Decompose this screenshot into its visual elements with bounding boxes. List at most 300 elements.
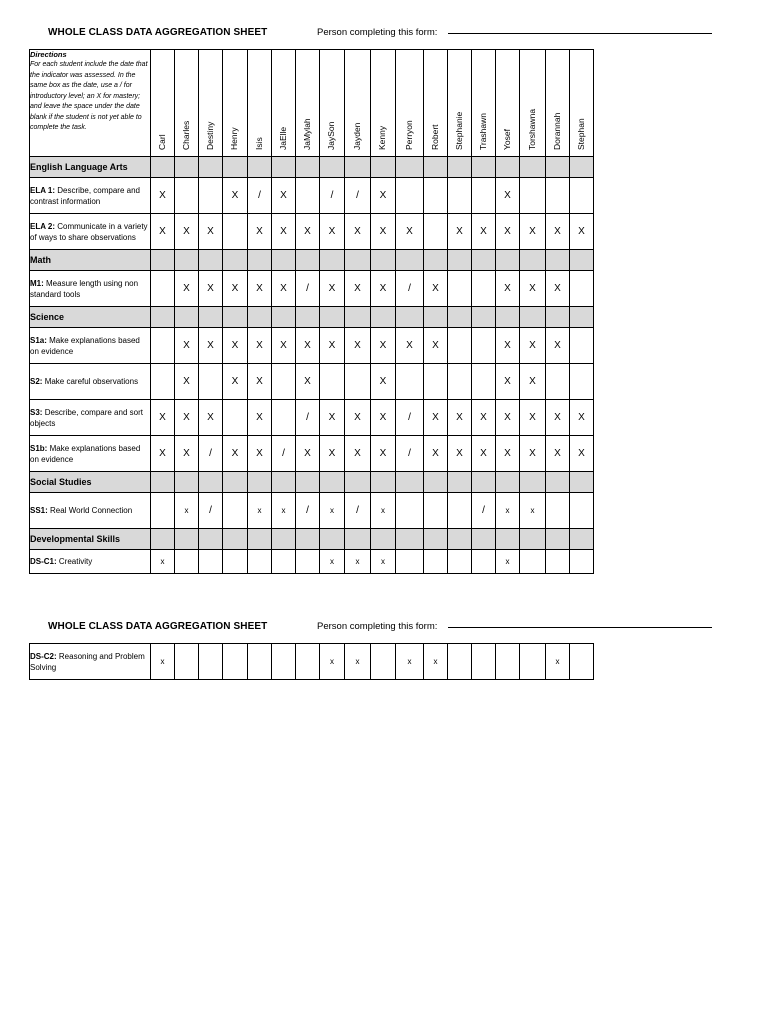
mark-cell[interactable]: X: [345, 436, 371, 472]
mark-cell[interactable]: X: [175, 364, 199, 400]
student-header: [424, 50, 448, 157]
section-cell: [496, 250, 520, 271]
mark-cell[interactable]: X: [345, 214, 371, 250]
indicator-label: [30, 364, 151, 400]
mark-cell[interactable]: x: [320, 644, 345, 680]
student-name: Jayden: [351, 122, 362, 150]
indicator-label: [30, 644, 151, 680]
indicator-text: Describe, compare and sort objects: [30, 407, 143, 428]
mark-cell[interactable]: [448, 364, 472, 400]
section-cell: [424, 529, 448, 550]
mark-cell[interactable]: X: [546, 400, 570, 436]
person-completing-label: Person completing this form:: [317, 621, 438, 632]
mark-cell[interactable]: [175, 550, 199, 574]
mark-cell[interactable]: [448, 550, 472, 574]
mark-cell[interactable]: [570, 493, 594, 529]
mark-cell[interactable]: X: [371, 271, 396, 307]
section-cell: [424, 157, 448, 178]
section-cell: [371, 307, 396, 328]
mark-cell[interactable]: X: [520, 328, 546, 364]
mark-cell[interactable]: X: [371, 178, 396, 214]
mark-cell[interactable]: [546, 178, 570, 214]
indicator-row: [30, 178, 594, 214]
mark-cell[interactable]: [223, 550, 248, 574]
indicator-code: M1:: [30, 278, 44, 288]
mark-cell[interactable]: X: [199, 400, 223, 436]
mark-cell[interactable]: [272, 644, 296, 680]
section-cell: [320, 472, 345, 493]
mark-cell[interactable]: x: [248, 493, 272, 529]
person-completing-line[interactable]: [448, 33, 712, 34]
mark-cell[interactable]: X: [520, 436, 546, 472]
section-cell: [396, 250, 424, 271]
student-name: Trashawn: [477, 112, 488, 150]
indicator-label: [30, 400, 151, 436]
section-cell: [248, 529, 272, 550]
mark-cell[interactable]: X: [424, 328, 448, 364]
student-name: Stephanie: [453, 111, 464, 150]
mark-cell[interactable]: x: [175, 493, 199, 529]
mark-cell[interactable]: X: [345, 328, 371, 364]
mark-cell[interactable]: X: [223, 364, 248, 400]
mark-cell[interactable]: X: [520, 214, 546, 250]
section-cell: [223, 307, 248, 328]
mark-cell[interactable]: [424, 178, 448, 214]
indicator-label: [30, 550, 151, 574]
mark-cell[interactable]: x: [520, 493, 546, 529]
mark-cell[interactable]: X: [424, 400, 448, 436]
mark-cell[interactable]: X: [371, 214, 396, 250]
section-cell: [345, 472, 371, 493]
mark-cell[interactable]: [396, 178, 424, 214]
student-header: [223, 50, 248, 157]
mark-cell[interactable]: [570, 550, 594, 574]
mark-cell[interactable]: [570, 364, 594, 400]
mark-cell[interactable]: [472, 364, 496, 400]
section-cell: [199, 529, 223, 550]
indicator-code: S1b:: [30, 443, 48, 453]
section-cell: [320, 307, 345, 328]
section-cell: [496, 307, 520, 328]
mark-cell[interactable]: X: [151, 214, 175, 250]
mark-cell[interactable]: [396, 550, 424, 574]
section-row: [30, 307, 594, 328]
section-cell: [472, 307, 496, 328]
section-cell: [248, 307, 272, 328]
mark-cell[interactable]: [151, 493, 175, 529]
mark-cell[interactable]: X: [320, 214, 345, 250]
mark-cell[interactable]: /: [345, 178, 371, 214]
student-header: [546, 50, 570, 157]
mark-cell[interactable]: x: [272, 493, 296, 529]
student-name: Yosef: [501, 129, 512, 150]
mark-cell[interactable]: X: [520, 364, 546, 400]
section-cell: [371, 529, 396, 550]
mark-cell[interactable]: X: [151, 178, 175, 214]
mark-cell[interactable]: [371, 644, 396, 680]
section-cell: [272, 529, 296, 550]
mark-cell[interactable]: X: [371, 400, 396, 436]
section-cell: [296, 157, 320, 178]
indicator-row: [30, 328, 594, 364]
indicator-row: [30, 271, 594, 307]
mark-cell[interactable]: x: [496, 493, 520, 529]
mark-cell[interactable]: [272, 550, 296, 574]
indicator-row: [30, 214, 594, 250]
indicator-label: [30, 214, 151, 250]
mark-cell[interactable]: /: [296, 400, 320, 436]
mark-cell[interactable]: X: [199, 328, 223, 364]
section-cell: [570, 250, 594, 271]
mark-cell[interactable]: [223, 493, 248, 529]
mark-cell[interactable]: [151, 364, 175, 400]
mark-cell[interactable]: [151, 328, 175, 364]
mark-cell[interactable]: X: [296, 364, 320, 400]
section-cell: [472, 250, 496, 271]
mark-cell[interactable]: [520, 644, 546, 680]
mark-cell[interactable]: X: [496, 178, 520, 214]
student-header: [472, 50, 496, 157]
section-cell: [472, 529, 496, 550]
mark-cell[interactable]: [472, 644, 496, 680]
section-cell: [371, 472, 396, 493]
mark-cell[interactable]: [520, 550, 546, 574]
mark-cell[interactable]: X: [151, 400, 175, 436]
indicator-text: Measure length using non standard tools: [30, 278, 139, 299]
mark-cell[interactable]: [296, 550, 320, 574]
mark-cell[interactable]: [345, 364, 371, 400]
sheet-header: [48, 27, 712, 43]
mark-cell[interactable]: x: [151, 644, 175, 680]
mark-cell[interactable]: [424, 550, 448, 574]
mark-cell[interactable]: [448, 178, 472, 214]
section-cell: [320, 157, 345, 178]
indicator-code: DS-C2:: [30, 651, 57, 661]
mark-cell[interactable]: X: [424, 436, 448, 472]
mark-cell[interactable]: [199, 644, 223, 680]
mark-cell[interactable]: x: [496, 550, 520, 574]
mark-cell[interactable]: x: [546, 644, 570, 680]
section-cell: [496, 472, 520, 493]
mark-cell[interactable]: /: [345, 493, 371, 529]
mark-cell[interactable]: X: [371, 328, 396, 364]
mark-cell[interactable]: [424, 493, 448, 529]
mark-cell[interactable]: X: [199, 271, 223, 307]
mark-cell[interactable]: X: [472, 214, 496, 250]
mark-cell[interactable]: [448, 328, 472, 364]
student-header: [520, 50, 546, 157]
mark-cell[interactable]: X: [175, 436, 199, 472]
mark-cell[interactable]: x: [371, 550, 396, 574]
mark-cell[interactable]: X: [223, 436, 248, 472]
student-name: Dorannah: [551, 112, 562, 150]
mark-cell[interactable]: X: [496, 271, 520, 307]
mark-cell[interactable]: X: [248, 436, 272, 472]
mark-cell[interactable]: [546, 493, 570, 529]
section-cell: [272, 307, 296, 328]
mark-cell[interactable]: [223, 214, 248, 250]
student-name: Stephan: [575, 118, 586, 150]
mark-cell[interactable]: [199, 550, 223, 574]
mark-cell[interactable]: X: [272, 328, 296, 364]
section-cell: [199, 250, 223, 271]
mark-cell[interactable]: [296, 178, 320, 214]
section-cell: [496, 157, 520, 178]
indicator-code: DS-C1:: [30, 557, 57, 566]
mark-cell[interactable]: X: [546, 214, 570, 250]
student-header: [396, 50, 424, 157]
mark-cell[interactable]: X: [248, 364, 272, 400]
mark-cell[interactable]: /: [396, 271, 424, 307]
section-cell: [223, 529, 248, 550]
mark-cell[interactable]: X: [448, 214, 472, 250]
mark-cell[interactable]: /: [272, 436, 296, 472]
mark-cell[interactable]: /: [396, 436, 424, 472]
section-cell: [296, 250, 320, 271]
mark-cell[interactable]: [570, 271, 594, 307]
mark-cell[interactable]: [175, 644, 199, 680]
mark-cell[interactable]: X: [546, 328, 570, 364]
section-cell: [546, 529, 570, 550]
mark-cell[interactable]: [520, 178, 546, 214]
mark-cell[interactable]: [272, 364, 296, 400]
mark-cell[interactable]: X: [320, 400, 345, 436]
mark-cell[interactable]: X: [472, 436, 496, 472]
mark-cell[interactable]: [472, 271, 496, 307]
indicator-code: S3:: [30, 407, 43, 417]
section-cell: [248, 157, 272, 178]
person-completing-label: Person completing this form:: [317, 27, 438, 38]
mark-cell[interactable]: X: [570, 400, 594, 436]
mark-cell[interactable]: X: [448, 400, 472, 436]
mark-cell[interactable]: [448, 644, 472, 680]
student-header: [496, 50, 520, 157]
mark-cell[interactable]: X: [175, 214, 199, 250]
mark-cell[interactable]: [448, 271, 472, 307]
mark-cell[interactable]: [448, 493, 472, 529]
indicator-code: ELA 1:: [30, 185, 56, 195]
mark-cell[interactable]: X: [570, 214, 594, 250]
mark-cell[interactable]: X: [248, 271, 272, 307]
section-cell: [396, 307, 424, 328]
mark-cell[interactable]: X: [248, 328, 272, 364]
mark-cell[interactable]: X: [320, 271, 345, 307]
mark-cell[interactable]: [223, 400, 248, 436]
mark-cell[interactable]: X: [223, 328, 248, 364]
mark-cell[interactable]: x: [151, 550, 175, 574]
mark-cell[interactable]: X: [496, 328, 520, 364]
indicator-text: Creativity: [58, 557, 93, 566]
student-name: JaMylah: [301, 118, 312, 150]
student-name: Isis: [253, 137, 264, 150]
mark-cell[interactable]: X: [175, 328, 199, 364]
indicator-code: ELA 2:: [30, 221, 56, 231]
section-cell: [424, 472, 448, 493]
section-cell: [448, 250, 472, 271]
mark-cell[interactable]: [272, 400, 296, 436]
section-cell: [175, 529, 199, 550]
mark-cell[interactable]: /: [296, 493, 320, 529]
section-cell: [496, 529, 520, 550]
mark-cell[interactable]: [396, 364, 424, 400]
mark-cell[interactable]: X: [345, 271, 371, 307]
mark-cell[interactable]: X: [296, 328, 320, 364]
section-cell: [151, 472, 175, 493]
mark-cell[interactable]: x: [320, 493, 345, 529]
mark-cell[interactable]: [199, 364, 223, 400]
mark-cell[interactable]: x: [396, 644, 424, 680]
mark-cell[interactable]: X: [496, 400, 520, 436]
mark-cell[interactable]: /: [396, 400, 424, 436]
student-header: [345, 50, 371, 157]
indicator-code: S1a:: [30, 335, 47, 345]
section-cell: [570, 529, 594, 550]
indicator-code: S2:: [30, 377, 43, 386]
student-header: [570, 50, 594, 157]
mark-cell[interactable]: X: [175, 400, 199, 436]
mark-cell[interactable]: X: [248, 400, 272, 436]
mark-cell[interactable]: X: [424, 271, 448, 307]
section-label: English Language Arts: [30, 157, 151, 178]
mark-cell[interactable]: x: [320, 550, 345, 574]
mark-cell[interactable]: [296, 644, 320, 680]
mark-cell[interactable]: [546, 550, 570, 574]
mark-cell[interactable]: X: [272, 271, 296, 307]
mark-cell[interactable]: X: [151, 436, 175, 472]
mark-cell[interactable]: [175, 178, 199, 214]
section-cell: [546, 307, 570, 328]
mark-cell[interactable]: X: [272, 178, 296, 214]
indicator-text: Communicate in a variety of ways to share observations: [30, 221, 148, 242]
directions-text: For each student include the date that the indicator was assessed. In the same box as the date, use a / for introductory level; an X for mastery; and leave the space under the date blank if the student is not yet able to complete the task.: [30, 61, 148, 131]
mark-cell[interactable]: X: [296, 214, 320, 250]
mark-cell[interactable]: X: [199, 214, 223, 250]
mark-cell[interactable]: [248, 644, 272, 680]
student-name: Torshawna: [526, 108, 537, 150]
mark-cell[interactable]: X: [546, 271, 570, 307]
person-completing-line[interactable]: [448, 627, 712, 628]
section-cell: [520, 529, 546, 550]
mark-cell[interactable]: x: [424, 644, 448, 680]
mark-cell[interactable]: X: [296, 436, 320, 472]
mark-cell[interactable]: X: [448, 436, 472, 472]
mark-cell[interactable]: [472, 550, 496, 574]
sheet-title: WHOLE CLASS DATA AGGREGATION SHEET: [48, 621, 268, 632]
section-cell: [175, 250, 199, 271]
mark-cell[interactable]: [320, 364, 345, 400]
mark-cell[interactable]: /: [472, 493, 496, 529]
mark-cell[interactable]: /: [199, 436, 223, 472]
mark-cell[interactable]: X: [496, 214, 520, 250]
indicator-label: [30, 271, 151, 307]
mark-cell[interactable]: /: [248, 178, 272, 214]
section-cell: [345, 250, 371, 271]
mark-cell[interactable]: X: [496, 436, 520, 472]
mark-cell[interactable]: X: [396, 214, 424, 250]
mark-cell[interactable]: X: [520, 400, 546, 436]
section-cell: [199, 157, 223, 178]
mark-cell[interactable]: X: [320, 436, 345, 472]
section-row: [30, 250, 594, 271]
section-cell: [272, 250, 296, 271]
mark-cell[interactable]: X: [546, 436, 570, 472]
section-cell: [320, 529, 345, 550]
mark-cell[interactable]: X: [223, 178, 248, 214]
mark-cell[interactable]: /: [296, 271, 320, 307]
indicator-code: SS1:: [30, 506, 48, 515]
student-name: Perryon: [403, 120, 414, 150]
section-cell: [448, 307, 472, 328]
section-cell: [448, 472, 472, 493]
section-label: Developmental Skills: [30, 529, 151, 550]
section-cell: [248, 250, 272, 271]
section-cell: [570, 157, 594, 178]
mark-cell[interactable]: X: [345, 400, 371, 436]
mark-cell[interactable]: [496, 644, 520, 680]
mark-cell[interactable]: X: [371, 364, 396, 400]
mark-cell[interactable]: [424, 364, 448, 400]
student-name: Charles: [180, 120, 191, 150]
section-cell: [472, 157, 496, 178]
mark-cell[interactable]: [546, 364, 570, 400]
section-cell: [175, 307, 199, 328]
mark-cell[interactable]: x: [345, 550, 371, 574]
section-cell: [570, 307, 594, 328]
mark-cell[interactable]: [199, 178, 223, 214]
mark-cell[interactable]: [472, 178, 496, 214]
mark-cell[interactable]: [472, 328, 496, 364]
mark-cell[interactable]: X: [396, 328, 424, 364]
indicator-label: [30, 436, 151, 472]
mark-cell[interactable]: x: [371, 493, 396, 529]
mark-cell[interactable]: x: [345, 644, 371, 680]
section-cell: [520, 472, 546, 493]
mark-cell[interactable]: X: [175, 271, 199, 307]
mark-cell[interactable]: [151, 271, 175, 307]
section-cell: [272, 157, 296, 178]
section-cell: [424, 250, 448, 271]
mark-cell[interactable]: X: [223, 271, 248, 307]
student-name: Kenny: [377, 125, 387, 150]
mark-cell[interactable]: [570, 178, 594, 214]
mark-cell[interactable]: [424, 214, 448, 250]
section-label: Social Studies: [30, 472, 151, 493]
section-label: Science: [30, 307, 151, 328]
mark-cell[interactable]: [223, 644, 248, 680]
student-name: JaySon: [326, 121, 336, 150]
mark-cell[interactable]: X: [496, 364, 520, 400]
mark-cell[interactable]: X: [320, 328, 345, 364]
mark-cell[interactable]: X: [472, 400, 496, 436]
mark-cell[interactable]: X: [371, 436, 396, 472]
section-cell: [175, 472, 199, 493]
mark-cell[interactable]: /: [199, 493, 223, 529]
mark-cell[interactable]: [570, 644, 594, 680]
mark-cell[interactable]: X: [520, 271, 546, 307]
section-cell: [320, 250, 345, 271]
section-cell: [396, 472, 424, 493]
indicator-text: Make careful observations: [44, 377, 139, 386]
mark-cell[interactable]: /: [320, 178, 345, 214]
mark-cell[interactable]: [570, 328, 594, 364]
mark-cell[interactable]: X: [570, 436, 594, 472]
mark-cell[interactable]: [396, 493, 424, 529]
section-cell: [151, 529, 175, 550]
mark-cell[interactable]: [248, 550, 272, 574]
mark-cell[interactable]: X: [248, 214, 272, 250]
mark-cell[interactable]: X: [272, 214, 296, 250]
section-row: [30, 472, 594, 493]
